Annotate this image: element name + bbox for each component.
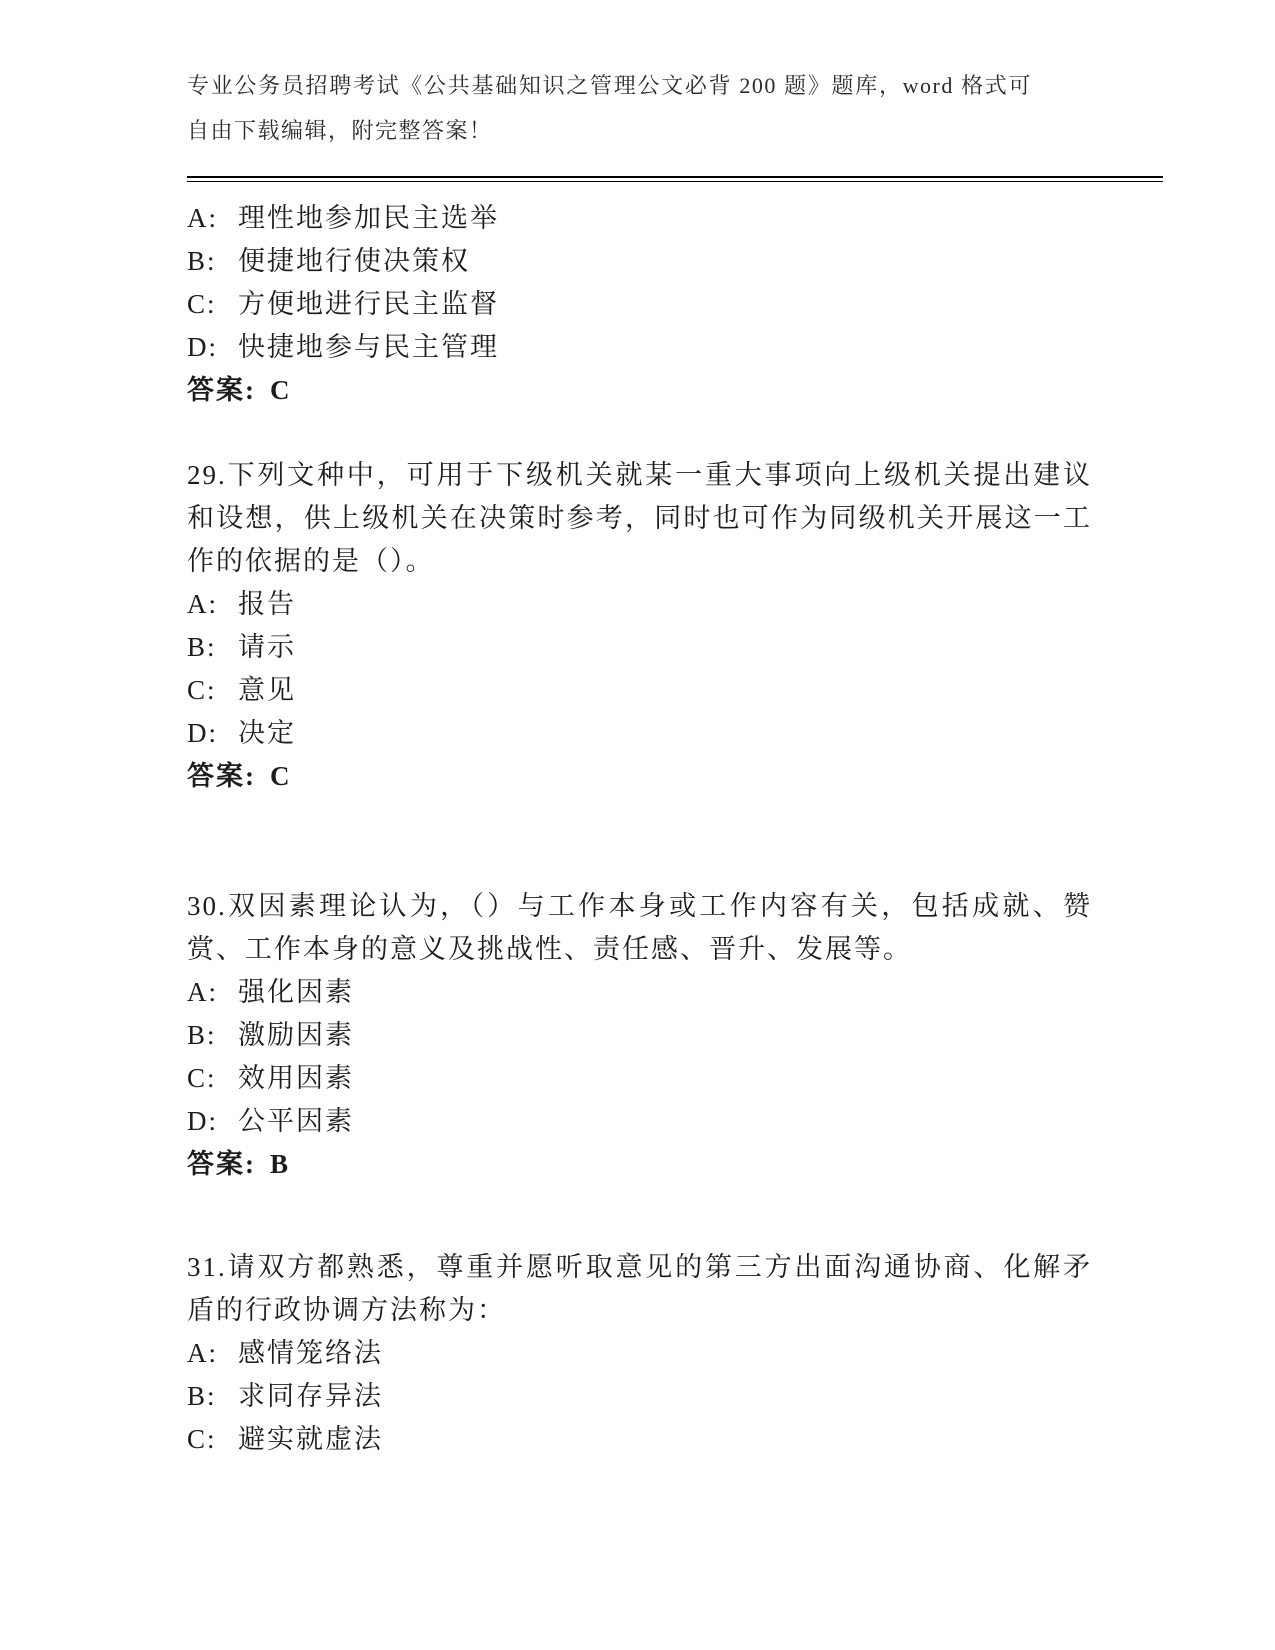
- option-label: A:: [187, 977, 218, 1007]
- option-label: A:: [187, 1338, 218, 1368]
- question-block-31: [187, 1246, 1092, 1461]
- option-c: [187, 283, 1092, 326]
- question-text: 29.下列文种中，可用于下级机关就某一重大事项向上级机关提出建议和设想，供上级机关在决策时参考，同时也可作为同级机关开展这一工作的依据的是（）。: [187, 460, 1092, 576]
- option-d: [187, 326, 1092, 369]
- answer-value: C: [270, 375, 292, 405]
- option-b: [187, 626, 1092, 669]
- option-d: [187, 712, 1092, 755]
- option-label: B:: [187, 1020, 217, 1050]
- option-label: D:: [187, 718, 218, 748]
- option-text: 理性地参加民主选举: [238, 203, 499, 233]
- option-a: [187, 197, 1092, 240]
- option-c: [187, 1418, 1092, 1461]
- option-text: 效用因素: [238, 1063, 354, 1093]
- option-b: [187, 240, 1092, 283]
- answer-label: 答案:: [187, 1149, 256, 1179]
- option-label: B:: [187, 1381, 217, 1411]
- option-text: 便捷地行使决策权: [238, 246, 470, 276]
- option-label: B:: [187, 632, 217, 662]
- option-c: [187, 669, 1092, 712]
- option-label: A:: [187, 203, 218, 233]
- option-text: 避实就虚法: [238, 1424, 383, 1454]
- answer-line: [187, 1143, 1092, 1186]
- option-text: 强化因素: [238, 977, 354, 1007]
- answer-label: 答案:: [187, 761, 256, 791]
- option-text: 意见: [238, 675, 296, 705]
- question-text: 31.请双方都熟悉，尊重并愿听取意见的第三方出面沟通协商、化解矛盾的行政协调方法称为：: [187, 1252, 1092, 1325]
- answer-line: [187, 755, 1092, 798]
- option-label: C:: [187, 1424, 217, 1454]
- question-block-30: [187, 885, 1092, 1186]
- option-text: 激励因素: [238, 1020, 354, 1050]
- answer-label: 答案:: [187, 375, 256, 405]
- option-label: D:: [187, 1106, 218, 1136]
- option-text: 感情笼络法: [238, 1338, 383, 1368]
- answer-value: B: [270, 1149, 291, 1179]
- option-text: 请示: [238, 632, 296, 662]
- option-a: [187, 971, 1092, 1014]
- option-text: 决定: [238, 718, 296, 748]
- option-label: C:: [187, 675, 217, 705]
- option-a: [187, 583, 1092, 626]
- header-divider: [187, 176, 1163, 182]
- option-text: 方便地进行民主监督: [238, 289, 499, 319]
- question-block-29: [187, 454, 1092, 798]
- option-b: [187, 1375, 1092, 1418]
- option-label: D:: [187, 332, 218, 362]
- option-text: 报告: [238, 589, 296, 619]
- document-content: [187, 63, 1163, 1461]
- option-b: [187, 1014, 1092, 1057]
- page-header-note: 专业公务员招聘考试《公共基础知识之管理公文必背 200 题》题库，word 格式可自由下载编辑，附完整答案！: [187, 73, 1032, 143]
- question-block-options-continued: [187, 197, 1092, 412]
- option-label: B:: [187, 246, 217, 276]
- option-d: [187, 1100, 1092, 1143]
- option-label: C:: [187, 1063, 217, 1093]
- answer-value: C: [270, 761, 292, 791]
- option-text: 快捷地参与民主管理: [238, 332, 499, 362]
- option-c: [187, 1057, 1092, 1100]
- option-label: A:: [187, 589, 218, 619]
- option-text: 公平因素: [238, 1106, 354, 1136]
- option-text: 求同存异法: [238, 1381, 383, 1411]
- option-label: C:: [187, 289, 217, 319]
- answer-line: [187, 369, 1092, 412]
- question-text: 30.双因素理论认为，（）与工作本身或工作内容有关，包括成就、赞赏、工作本身的意义及挑战性、责任感、晋升、发展等。: [187, 891, 1092, 964]
- option-a: [187, 1332, 1092, 1375]
